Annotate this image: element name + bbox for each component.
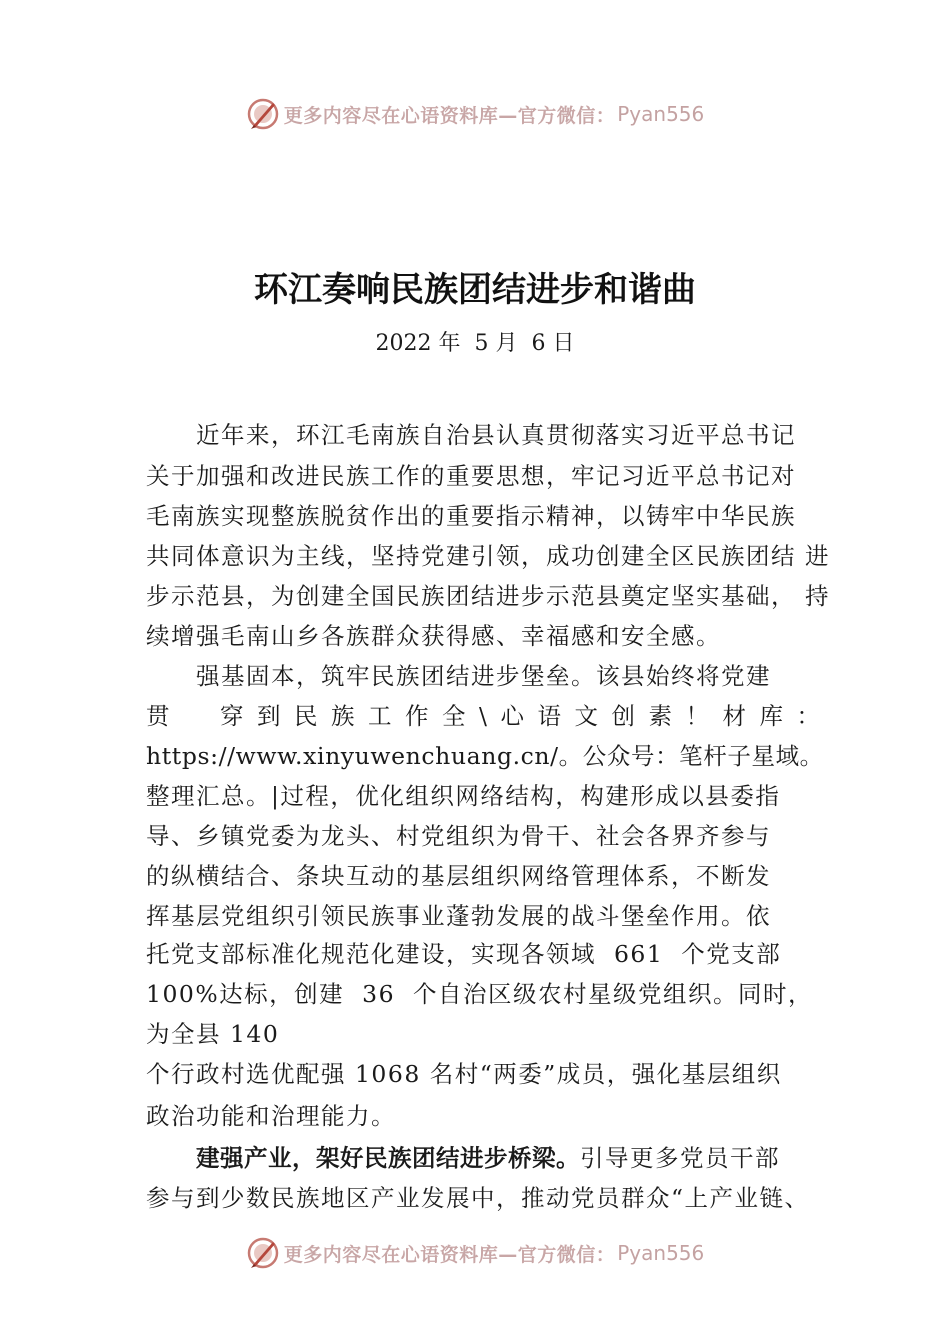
paragraph-line: 为全县 140 xyxy=(146,1020,280,1048)
paragraph-line: 整理汇总。|过程，优化组织网络结构，构建形成以县委指 xyxy=(146,782,781,810)
paragraph-line: 托党支部标准化规范化建设，实现各领域 661 个党支部 xyxy=(146,940,782,968)
paragraph-line: 贯 穿到民族工作全\心语文创素！材库： xyxy=(146,702,826,730)
footer-watermark xyxy=(0,1233,950,1273)
paragraph-line: 100%达标，创建 36 个自治区级农村星级党组织。同时， xyxy=(146,980,813,1008)
watermark-text: 更多内容尽在心语资料库—官方微信： xyxy=(283,104,616,127)
paragraph-line: 参与到少数民族地区产业发展中，推动党员群众“上产业链、 xyxy=(146,1184,810,1212)
paragraph-line: 强基固本，筑牢民族团结进步堡垒。该县始终将党建 xyxy=(196,662,771,690)
paragraph-line-url: https://www.xinyuwenchuang.cn/。公众号：笔杆子星域。 xyxy=(146,742,824,770)
paragraph-bold-lead: 建强产业，架好民族团结进步桥梁。 xyxy=(196,1144,580,1172)
pen-circle-logo-icon xyxy=(246,1236,280,1270)
document-title: 环江奏响民族团结进步和谐曲 xyxy=(254,270,696,310)
watermark-wechat-id: Pyan556 xyxy=(617,1241,705,1265)
document-date: 2022 年 5 月 6 日 xyxy=(375,331,575,356)
paragraph-line: 导、乡镇党委为龙头、村党组织为骨干、社会各界齐参与 xyxy=(146,822,771,850)
watermark-text: 更多内容尽在心语资料库—官方微信： xyxy=(283,1243,616,1266)
pen-circle-logo-icon xyxy=(246,97,280,131)
paragraph-line: 关于加强和改进民族工作的重要思想，牢记习近平总书记对 xyxy=(146,462,796,490)
paragraph-line: 政治功能和治理能力。 xyxy=(146,1102,396,1130)
paragraph-line-rest: 引导更多党员干部 xyxy=(580,1144,780,1172)
watermark-wechat-id: Pyan556 xyxy=(617,102,705,126)
paragraph-line: 步示范县，为创建全国民族团结进步示范县奠定坚实基础， 持 xyxy=(146,582,830,610)
paragraph-line: 挥基层党组织引领民族事业蓬勃发展的战斗堡垒作用。依 xyxy=(146,902,771,930)
header-watermark xyxy=(0,94,950,134)
paragraph-line xyxy=(196,1139,780,1173)
paragraph-line: 近年来，环江毛南族自治县认真贯彻落实习近平总书记 xyxy=(196,421,796,449)
paragraph-line: 共同体意识为主线，坚持党建引领，成功创建全区民族团结 进 xyxy=(146,542,830,570)
paragraph-line: 的纵横结合、条块互动的基层组织网络管理体系，不断发 xyxy=(146,862,771,890)
paragraph-line: 续增强毛南山乡各族群众获得感、幸福感和安全感。 xyxy=(146,622,721,650)
paragraph-line: 毛南族实现整族脱贫作出的重要指示精神，以铸牢中华民族 xyxy=(146,502,796,530)
paragraph-line: 个行政村选优配强 1068 名村“两委”成员，强化基层组织 xyxy=(146,1060,782,1088)
